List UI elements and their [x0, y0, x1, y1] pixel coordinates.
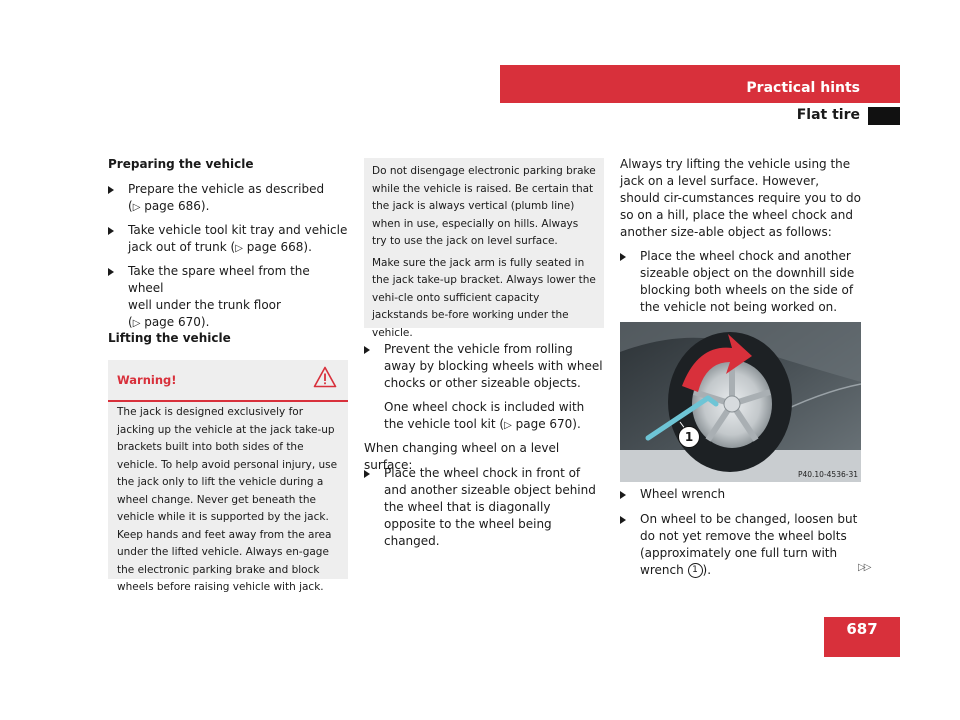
triangle-bullet-icon	[108, 268, 114, 276]
figure-code: P40.10-4536-31	[797, 470, 858, 479]
header-marker	[868, 107, 900, 125]
triangle-bullet-icon	[620, 491, 626, 499]
page-reference[interactable]: (▷ page 686).	[128, 199, 210, 213]
list-item: Take vehicle tool kit tray and vehicle jack out of trunk (▷ page 668).	[108, 222, 348, 257]
car-wheel-illustration	[620, 322, 861, 482]
note-box	[364, 158, 604, 339]
triangle-bullet-icon	[364, 470, 370, 478]
subsection-title: Flat tire	[796, 107, 860, 123]
warning-title: Warning!	[117, 373, 177, 387]
wheel-wrench-figure	[620, 322, 861, 482]
paragraph: When changing wheel on a level surface:	[364, 441, 560, 472]
continue-marker: ▷▷	[858, 562, 870, 573]
list-item: Prepare the vehicle as described (▷ page 686).	[108, 181, 348, 216]
paragraph: Always try lifting the vehicle using the jack on a level surface. However, should cir-cumstances require you to do so on a hill, place the wheel chock and another size-able object as follows:	[620, 157, 862, 239]
list-item: Place the wheel chock in front of and another sizeable object behind the wheel that is diagonally opposite to the wheel being changed.	[364, 465, 604, 550]
warning-text: The jack is designed exclusively for jacking up the vehicle at the jack take-up brackets built into both sides of the vehicle. To help avoid personal injury, use the jack only to lift the vehicle during a wheel change. Never get beneath the vehicle while it is supported by the jack. Keep hands and feet away from the area under the lifted vehicle. Always en-gage the electronic parking brake and block wheels before raising vehicle with jack.	[117, 406, 338, 593]
list-subtext: One wheel chock is included with the vehicle tool kit (▷ page 670).	[384, 400, 585, 431]
list-item: Place the wheel chock and another sizeable object on the downhill side blocking both wheels on the side of the vehicle not being worked on.	[620, 248, 862, 316]
warning-body	[108, 402, 348, 593]
list-item: On wheel to be changed, loosen but do not yet remove the wheel bolts (approximately one full turn with wrench 1 ).	[620, 511, 862, 579]
note-paragraph: Do not disengage electronic parking brake while the vehicle is raised. Be certain that the jack is always vertical (plumb line) when in use, especially on hills. Always try to use the jack on level surface.	[372, 165, 596, 247]
triangle-bullet-icon	[108, 227, 114, 235]
page-reference[interactable]: ▷ page 668).	[235, 240, 312, 254]
note-paragraph: Make sure the jack arm is fully seated in the jack take-up bracket. Always lower the vehi-cle onto sufficient capacity jackstands be-fore working under the vehicle.	[372, 256, 596, 339]
page-number: 687	[846, 620, 878, 638]
list-item: Wheel wrench	[620, 486, 862, 503]
warning-triangle-icon	[313, 366, 337, 388]
heading-preparing: Preparing the vehicle	[108, 157, 254, 171]
triangle-bullet-icon	[108, 186, 114, 194]
page-reference[interactable]: ▷ page 670).	[504, 417, 581, 431]
heading-lifting: Lifting the vehicle	[108, 331, 231, 345]
triangle-bullet-icon	[620, 253, 626, 261]
page-reference[interactable]: (▷ page 670).	[128, 315, 210, 329]
callout-marker: 1	[678, 426, 700, 448]
triangle-bullet-icon	[364, 346, 370, 354]
section-title: Practical hints	[746, 80, 860, 96]
triangle-bullet-icon	[620, 516, 626, 524]
list-item: Take the spare wheel from the wheel well under the trunk floor (▷ page 670).	[108, 263, 348, 332]
callout-marker: 1	[688, 563, 703, 578]
list-item: Prevent the vehicle from rolling away by blocking wheels with wheel chocks or other sizeable objects.	[364, 341, 604, 392]
